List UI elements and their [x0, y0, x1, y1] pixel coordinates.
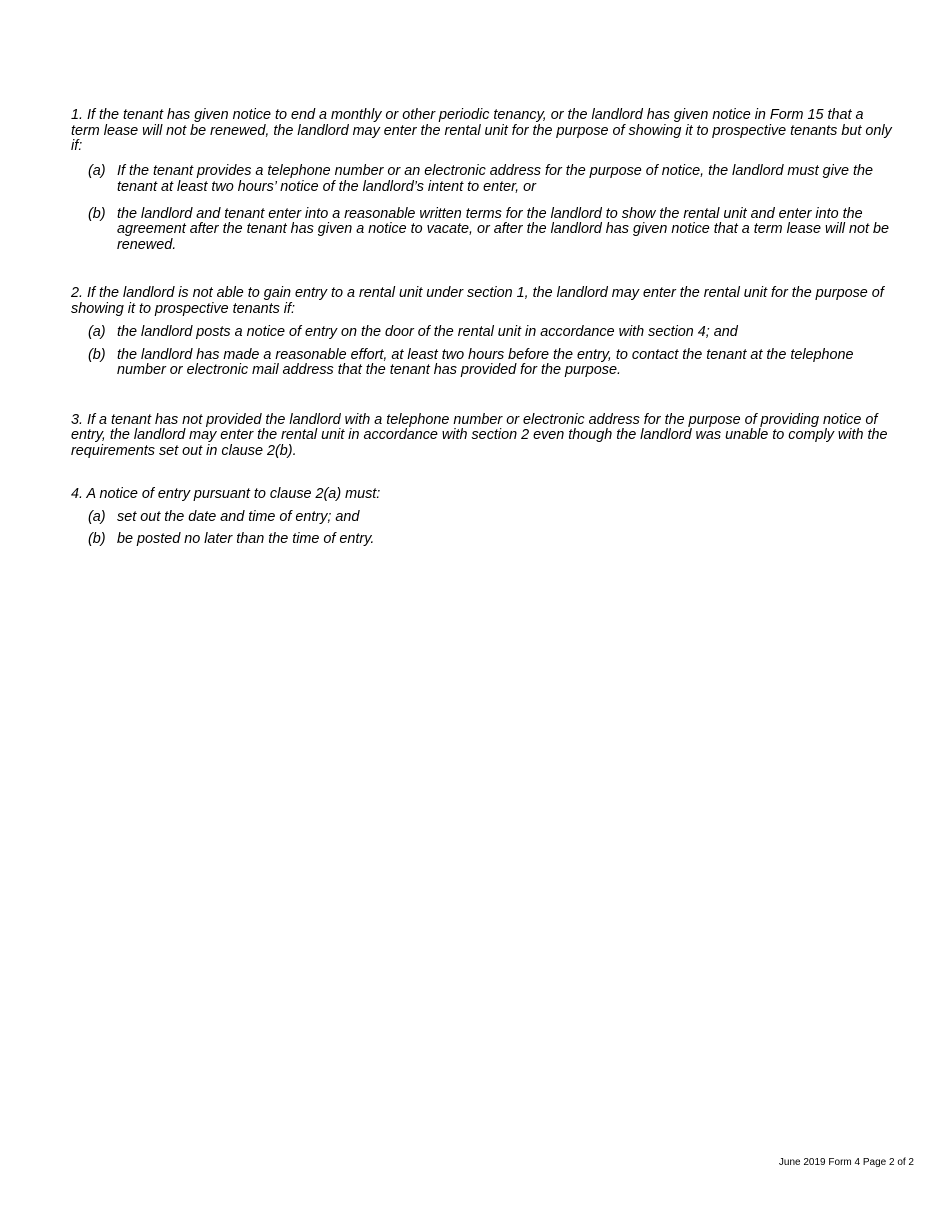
clause-text: If the tenant provides a telephone number or an electronic address for the purpose of notice, the landlord must give the tenant at least two hours’ notice of the landlord’s intent to enter, or: [117, 162, 873, 195]
clause-label: (b): [88, 205, 106, 222]
clause-label: (a): [88, 324, 106, 340]
section-1-intro: 1. If the tenant has given notice to end a monthly or other periodic tenancy, or the landlord has given notice in Form 15 that a term lease will not be renewed, the landlord may enter the rental unit for the purpose of showing it to prospective tenants but only if:: [71, 107, 892, 154]
section-4-intro: 4. A notice of entry pursuant to clause 2(a) must:: [71, 486, 381, 502]
section-4-clauses: [71, 510, 893, 548]
clause-label: (b): [88, 531, 106, 547]
clause-text: set out the date and time of entry; and: [117, 508, 360, 525]
sections-container: [71, 108, 893, 548]
section-1: [71, 108, 893, 253]
section-2-clause-b: [71, 348, 893, 379]
clause-text: the landlord and tenant enter into a reasonable written terms for the landlord to show the rental unit and enter into the agreement after the tenant has given a notice to vacate, or after the landlord has given notice that a term lease will not be renewed.: [117, 205, 889, 253]
clause-text: the landlord posts a notice of entry on the door of the rental unit in accordance with section 4; and: [117, 324, 738, 340]
clause-text: be posted no later than the time of entry.: [117, 531, 375, 547]
clause-label: (a): [88, 508, 106, 525]
section-4-clause-b: [71, 532, 893, 548]
clause-label: (b): [88, 346, 106, 363]
section-2: [71, 286, 893, 379]
section-4: [71, 487, 893, 548]
section-2-clauses: [71, 325, 893, 379]
section-2-clause-a: [71, 325, 893, 341]
section-1-clause-b: [71, 207, 893, 254]
section-3: [71, 413, 893, 460]
clause-text: the landlord has made a reasonable effort, at least two hours before the entry, to contact the tenant at the telephone number or electronic mail address that the tenant has provided for the purpose.: [117, 346, 854, 378]
section-1-clause-a: [71, 163, 893, 196]
section-2-intro: 2. If the landlord is not able to gain entry to a rental unit under section 1, the landlord may enter the rental unit for the purpose of showing it to prospective tenants if:: [71, 285, 884, 317]
section-1-clauses: [71, 163, 893, 254]
section-4-clause-a: [71, 510, 893, 526]
page-footer: June 2019 Form 4 Page 2 of 2: [778, 1157, 914, 1168]
clause-label: (a): [88, 162, 106, 179]
section-3-intro: 3. If a tenant has not provided the landlord with a telephone number or electronic address for the purpose of providing notice of entry, the landlord may enter the rental unit in accordance with section 2 even though the landlord was unable to comply with the requirements set out in clause 2(b).: [71, 411, 888, 459]
